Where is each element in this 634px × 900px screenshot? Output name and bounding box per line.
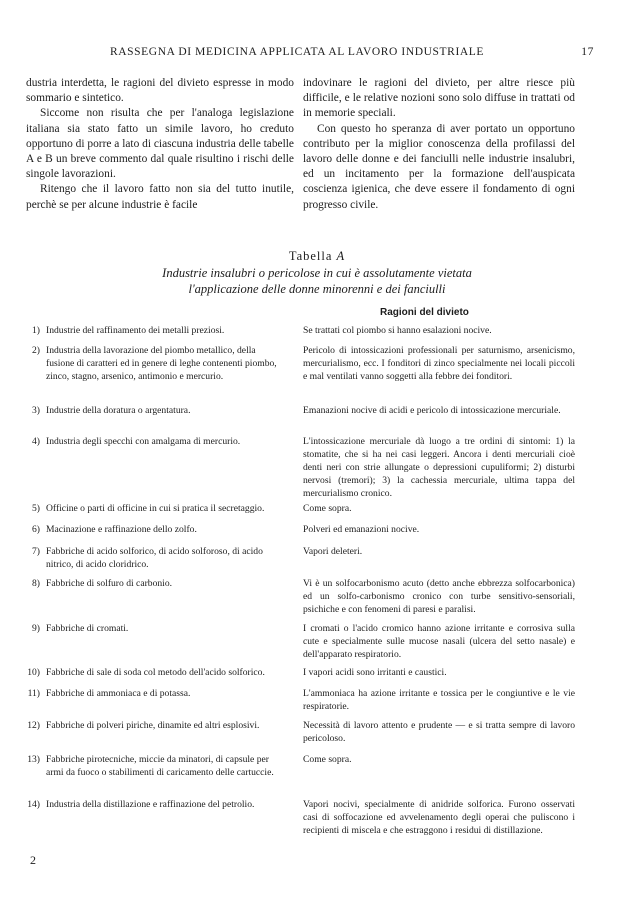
industry-cell: Officine o parti di officine in cui si pratica il secretaggio. — [46, 503, 265, 514]
row-number: 6) — [32, 524, 40, 535]
industry-cell: Macinazione e raffinazione dello zolfo. — [46, 524, 197, 535]
left-column — [26, 76, 294, 213]
row-number: 14) — [27, 799, 40, 810]
reason-cell: I cromati o l'acido cromico hanno azione irritante e corrosiva sulla cute e specialmente sulle mucose nasali (ulcera del setto nasale) e dell'apparato respiratorio. — [303, 623, 575, 660]
industry-cell: Fabbriche di solfuro di carbonio. — [46, 578, 173, 589]
journal-title: RASSEGNA DI MEDICINA APPLICATA AL LAVORO INDUSTRIALE — [110, 46, 485, 58]
industry-cell: Fabbriche pirotecniche, miccie da minatori, di capsule per armi da fuoco o stabilimenti di caricamento delle cartuccie. — [46, 754, 274, 778]
industry-cell: Industria della lavorazione del piombo metallico, della fusione di caratteri ed in genere di leghe contenenti piombo, zinco, stagno, arsenico, antimonio e mercurio. — [46, 345, 277, 382]
row-number: 8) — [32, 578, 40, 589]
industry-cell: Industria degli specchi con amalgama di mercurio. — [46, 436, 241, 447]
industry-cell: Fabbriche di polveri piriche, dinamite ed altri esplosivi. — [46, 720, 260, 731]
table-subtitle — [0, 266, 634, 297]
reason-cell: Come sopra. — [303, 503, 352, 514]
industry-cell: Fabbriche di cromati. — [46, 623, 129, 634]
reasons-column-header: Ragioni del divieto — [380, 307, 469, 318]
table-subtitle-line: Industrie insalubri o pericolose in cui è assolutamente vietata — [162, 266, 472, 280]
reason-cell: Come sopra. — [303, 754, 352, 765]
table-caption — [0, 249, 634, 264]
paragraph: Con questo ho speranza di aver portato un opportuno contributo per la miglior conoscenza della profilassi del lavoro delle donne e dei fanciulli nelle industrie insalubri, ed un incitamento per la formazione dell'auspicata coscienza igienica, che deve essere il fondamento di ogni progresso civile. — [303, 122, 575, 211]
table-caption-word: Tabella — [288, 249, 333, 263]
row-number: 4) — [32, 436, 40, 447]
row-number: 9) — [32, 623, 40, 634]
reason-cell: Polveri ed emanazioni nocive. — [303, 524, 420, 535]
row-number: 11) — [27, 688, 40, 699]
reason-cell: L'ammoniaca ha azione irritante e tossica per le congiuntive e le vie respiratorie. — [303, 688, 575, 712]
signature-mark: 2 — [30, 853, 36, 867]
row-number: 2) — [32, 345, 40, 356]
table-subtitle-line: l'applicazione delle donne minorenni e dei fanciulli — [188, 281, 446, 296]
industry-cell: Industrie del raffinamento dei metalli preziosi. — [46, 325, 225, 336]
row-number: 12) — [27, 720, 40, 731]
industry-cell: Fabbriche di acido solforico, di acido solforoso, di acido nitrico, di acido cloridrico. — [46, 546, 263, 570]
industry-cell: Fabbriche di ammoniaca e di potassa. — [46, 688, 191, 699]
row-number: 5) — [32, 503, 40, 514]
industry-cell: Industrie della doratura o argentatura. — [46, 405, 191, 416]
row-number: 13) — [27, 754, 40, 765]
paragraph: Siccome non risulta che per l'analoga legislazione italiana sia stato fatto un simile lavoro, ho creduto opportuno di porre a lato di ciascuna industria delle tabelle A e B un breve commento dal quale risultino i rischi delle singole lavorazioni. — [26, 107, 294, 181]
reason-cell: Vi è un solfocarbonismo acuto (detto anche ebbrezza solfocarbonica) ed un solfo-carbonismo cronico con turbe sensitivo-sensoriali, psichiche e con fenomeni di paresi e paralisi. — [303, 578, 575, 615]
reason-cell: Vapori nocivi, specialmente di anidride solforica. Furono osservati casi di soffocazione ed avvelenamento degli operai che puliscono i recipienti di miscela e che estraggono i residui di distillazione. — [303, 799, 575, 836]
industry-cell: Fabbriche di sale di soda col metodo dell'acido solforico. — [46, 667, 265, 678]
paragraph: indovinare le ragioni del divieto, per altre riesce più difficile, e le relative nozioni sono solo diffuse in trattati od in memorie speciali. — [303, 77, 575, 120]
table-caption-letter: A — [336, 249, 346, 263]
right-column — [303, 76, 575, 213]
reason-cell: I vapori acidi sono irritanti e caustici. — [303, 667, 447, 678]
row-number: 10) — [27, 667, 40, 678]
reason-cell: Necessità di lavoro attento e prudente — e si tratta sempre di lavoro pericoloso. — [303, 720, 575, 744]
reason-cell: Vapori deleteri. — [303, 546, 363, 557]
reason-cell: L'intossicazione mercuriale dà luogo a tre ordini di sintomi: 1) la stomatite, che si ha nei casi leggeri. Ancora i denti mercuriali cioè denti neri con strie allungate o depressioni cupuliformi; 2) disturbi nervosi (tremori); 3) la cachessia mercuriale, ultima tappa del mercurialismo cronico. — [303, 436, 575, 499]
reason-cell: Emanazioni nocive di acidi e pericolo di intossicazione mercuriale. — [303, 405, 561, 416]
row-number: 1) — [32, 325, 40, 336]
paragraph: dustria interdetta, le ragioni del divieto espresse in modo sommario e sintetico. — [26, 77, 294, 105]
paragraph: Ritengo che il lavoro fatto non sia del tutto inutile, perchè se per alcune industrie è facile — [26, 183, 294, 211]
industry-cell: Industria della distillazione e raffinazione del petrolio. — [46, 799, 255, 810]
row-number: 7) — [32, 546, 40, 557]
reason-cell: Pericolo di intossicazioni professionali per saturnismo, arsenicismo, mercurialismo, ecc. I fonditori di zinco specialmente nei locali piccoli e mal ventilati vanno soggetti alla febbre dei fonditori. — [303, 345, 575, 382]
page-number: 17 — [581, 46, 594, 58]
reason-cell: Se trattati col piombo si hanno esalazioni nocive. — [303, 325, 492, 336]
row-number: 3) — [32, 405, 40, 416]
